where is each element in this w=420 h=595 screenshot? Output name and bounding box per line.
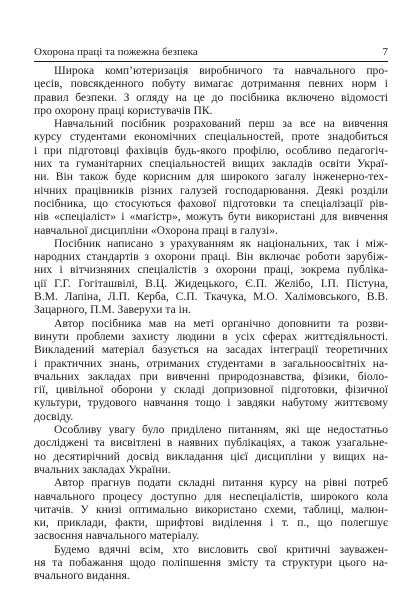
text-line: нів «спеціаліст» і «магістр», можуть бути використані для вивчення [34,210,388,224]
text-line: ни. Він також буде корисним для широкого загалу інженерно-тех- [34,170,388,184]
text-line: посібника, що стосуються фахової підготовки та спеціалізації рів- [34,196,388,210]
text-line: винути проблеми захисту людини в усіх сферах життєдіяльності. [34,329,388,343]
text-line: нічних працівників різних галузей господарювання. Деякі розділи [34,183,388,197]
paragraph [34,117,388,237]
running-title: Охорона праці та пожежна безпека [34,46,198,58]
text-line: народних стандартів з охорони праці. Він включає роботи зарубіж- [34,250,388,264]
paragraph [34,543,388,583]
text-line: Особливу увагу було приділено питанням, які ще недостатньо [54,423,388,437]
text-line: досвіду. [34,409,74,423]
text-line: В.М. Лапіна, Л.П. Керба, С.П. Ткачука, М.О. Халімовського, В.В. [34,290,388,304]
text-line: гії, цивільної оборони у складі допризовної підготовки, фізичної [34,383,388,397]
text-line: Автор посібника мав на меті органічно доповнити та розви- [54,316,388,330]
header-rule [34,61,388,62]
paragraph [34,317,388,423]
text-line: цесів, повсякденного побуту вимагає дотримання певних норм і [34,77,388,91]
text-line: Зацарного, П.М. Заверухи та ін. [34,303,191,317]
page-number: 7 [382,46,388,58]
text-line: ки, приклади, факти, шрифтові виділення і т. п., що полегшує [34,516,388,530]
paragraph [34,64,388,117]
paragraph [34,476,388,542]
text-line: засвоєння навчального матеріалу. [34,529,200,543]
text-line: Викладений матеріал базується на засадах інтеграції теоретичних [34,343,388,357]
text-line: читачів. У книзі оптимально використано схеми, таблиці, малюн- [34,502,388,516]
text-line: курсу студентами економічних спеціальностей, проте знадобиться [34,130,388,144]
text-line: вчальних закладах України. [34,462,171,476]
text-line: Автор прагнув подати складні питання курсу на рівні потреб [54,476,388,490]
text-line: вчальних закладах при вивченні природознавства, фізики, біоло- [34,369,388,383]
text-line: Широка комп’ютеризація виробничого та навчального про- [54,64,388,77]
text-line: про охорону праці користувачів ПК. [34,103,213,117]
paragraph [34,237,388,317]
paragraph [34,423,388,476]
text-line: ня та побажання щодо поліпшення змісту та структури цього на- [34,555,388,569]
text-line: Навчальний посібник розрахований перш за все на вивчення [54,117,388,131]
text-line: культури, трудового навчання тощо і завдяки набутому життєвому [34,396,388,410]
text-line: правил безпеки. З огляду на це до посібника включено відомості [34,90,388,104]
text-line: них і вітчизняних спеціалістів з охорони праці, зокрема публіка- [34,263,388,277]
text-line: но десятирічний досвід викладання цієї дисципліни у вищих на- [34,449,388,463]
text-line: вчального видання. [34,569,130,583]
text-line: навчальної дисципліни «Охорона праці в галузі». [34,223,278,237]
text-line: ції Г.Г. Гогіташвілі, В.Ц. Жидецького, Є.П. Желібо, І.П. Пістуна, [34,276,388,290]
text-line: Будемо вдячні всім, хто висловить свої критичні зауважен- [54,542,388,556]
text-line: досліджені та висвітлені в наявних публікаціях, а також узагальне- [34,436,388,450]
running-header [34,45,388,59]
text-line: них та гуманітарних спеціальностей вищих закладів освіти Украї- [34,157,388,171]
text-line: навчального процесу доступно для неспеціалістів, широкого кола [34,489,388,503]
text-line: Посібник написано з урахуванням як національних, так і між- [54,236,388,250]
text-line: і практичних знань, отриманих студентами в загальноосвітніх на- [34,356,388,370]
body-text [34,64,388,583]
text-line: і при підготовці фахівців будь-якого профілю, особливо педагогіч- [34,143,388,157]
